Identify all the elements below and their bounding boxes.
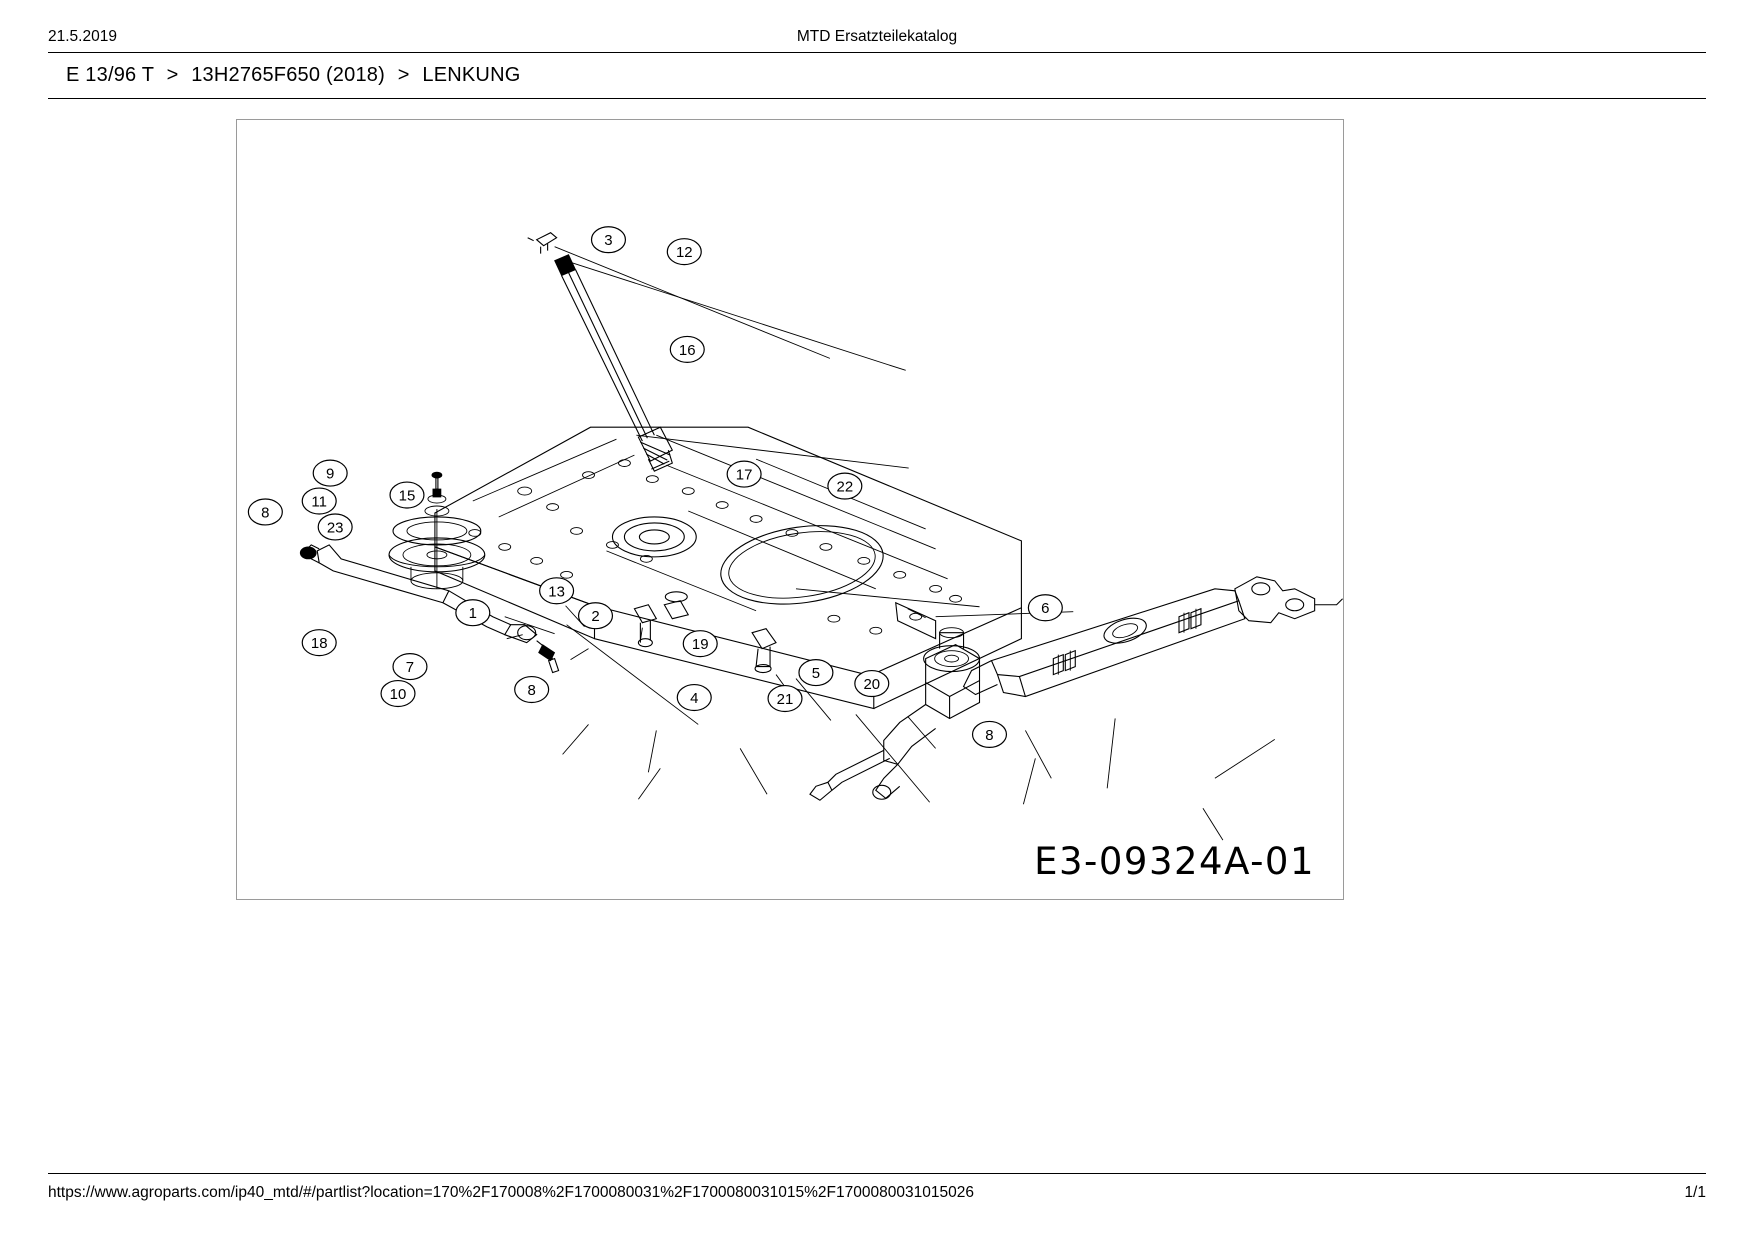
header-date: 21.5.2019 xyxy=(48,28,117,45)
balloon-label: 7 xyxy=(405,659,415,677)
part-callout-balloon[interactable] xyxy=(456,600,490,626)
balloon-label: 3 xyxy=(604,232,613,250)
part-callout-balloon[interactable] xyxy=(390,482,424,508)
balloon-label: 5 xyxy=(811,665,821,683)
breadcrumb-divider xyxy=(48,98,1706,99)
balloon-label: 1 xyxy=(468,605,477,623)
part-callout-balloon[interactable] xyxy=(799,660,833,686)
breadcrumb-separator-1: > xyxy=(166,64,179,86)
part-callout-balloon[interactable] xyxy=(667,239,701,265)
balloon-label: 8 xyxy=(527,682,536,700)
footer-page-number: 1/1 xyxy=(1684,1184,1706,1201)
balloon-label: 23 xyxy=(326,519,344,537)
breadcrumb-model-code[interactable]: 13H2765F650 (2018) xyxy=(191,64,385,86)
balloon-label: 18 xyxy=(310,635,328,653)
balloon-label: 6 xyxy=(1041,600,1050,618)
parts-diagram xyxy=(236,119,1344,900)
part-callout-balloon[interactable] xyxy=(248,499,282,525)
part-callout-balloon[interactable] xyxy=(670,336,704,362)
part-callout-balloon[interactable] xyxy=(579,603,613,629)
balloon-label: 13 xyxy=(548,583,565,601)
balloon-label: 17 xyxy=(735,466,753,484)
breadcrumb xyxy=(66,64,520,87)
part-callout-balloon[interactable] xyxy=(855,671,889,697)
part-callout-balloon[interactable] xyxy=(828,473,862,499)
front-axle-group xyxy=(964,577,1343,697)
balloon-label: 19 xyxy=(691,636,709,654)
part-callout-balloon[interactable] xyxy=(592,227,626,253)
balloon-label: 10 xyxy=(389,686,407,704)
breadcrumb-model[interactable]: E 13/96 T xyxy=(66,64,154,86)
part-callout-balloon[interactable] xyxy=(768,686,802,712)
steering-shaft-group xyxy=(528,233,673,471)
steering-gearbox-group xyxy=(810,628,980,801)
balloon-label: 11 xyxy=(311,493,327,511)
part-callout-balloon[interactable] xyxy=(727,461,761,487)
header-title: MTD Ersatzteilekatalog xyxy=(796,28,958,45)
balloon-label: 4 xyxy=(690,690,699,708)
header-divider xyxy=(48,52,1706,53)
breadcrumb-section[interactable]: LENKUNG xyxy=(422,64,521,86)
parts-diagram-drawing xyxy=(237,120,1343,899)
breadcrumb-separator-2: > xyxy=(397,64,410,86)
part-callout-balloon[interactable] xyxy=(540,578,574,604)
leader-lines xyxy=(505,247,1275,840)
balloon-label: 9 xyxy=(326,465,335,483)
part-callout-balloon[interactable] xyxy=(1028,595,1062,621)
footer-divider xyxy=(48,1173,1706,1174)
balloon-label: 12 xyxy=(675,244,693,262)
balloon-label: 2 xyxy=(591,608,600,626)
part-callout-balloon[interactable] xyxy=(683,631,717,657)
part-callout-balloon[interactable] xyxy=(393,654,427,680)
balloon-label: 20 xyxy=(863,676,881,694)
balloon-label: 8 xyxy=(985,726,994,744)
balloon-label: 16 xyxy=(678,341,696,359)
part-callout-balloon[interactable] xyxy=(302,488,336,514)
page-header xyxy=(48,28,1706,50)
balloon-label: 8 xyxy=(261,504,270,522)
part-callout-balloon[interactable] xyxy=(973,721,1007,747)
part-callout-balloon[interactable] xyxy=(515,677,549,703)
balloon-label: 22 xyxy=(836,478,854,496)
balloon-layer xyxy=(248,227,1062,748)
footer-url[interactable]: https://www.agroparts.com/ip40_mtd/#/partlist?location=170%2F170008%2F1700080031%2F1700080031015%2F1700080031015026 xyxy=(48,1184,974,1201)
diagram-code-label: E3-09324A-01 xyxy=(1034,840,1315,883)
drag-link-group xyxy=(300,545,558,673)
part-callout-balloon[interactable] xyxy=(381,681,415,707)
part-callout-balloon[interactable] xyxy=(313,460,347,486)
balloon-label: 15 xyxy=(398,487,416,505)
part-callout-balloon[interactable] xyxy=(677,685,711,711)
part-callout-balloon[interactable] xyxy=(318,514,352,540)
balloon-label: 21 xyxy=(776,691,794,709)
part-callout-balloon[interactable] xyxy=(302,630,336,656)
